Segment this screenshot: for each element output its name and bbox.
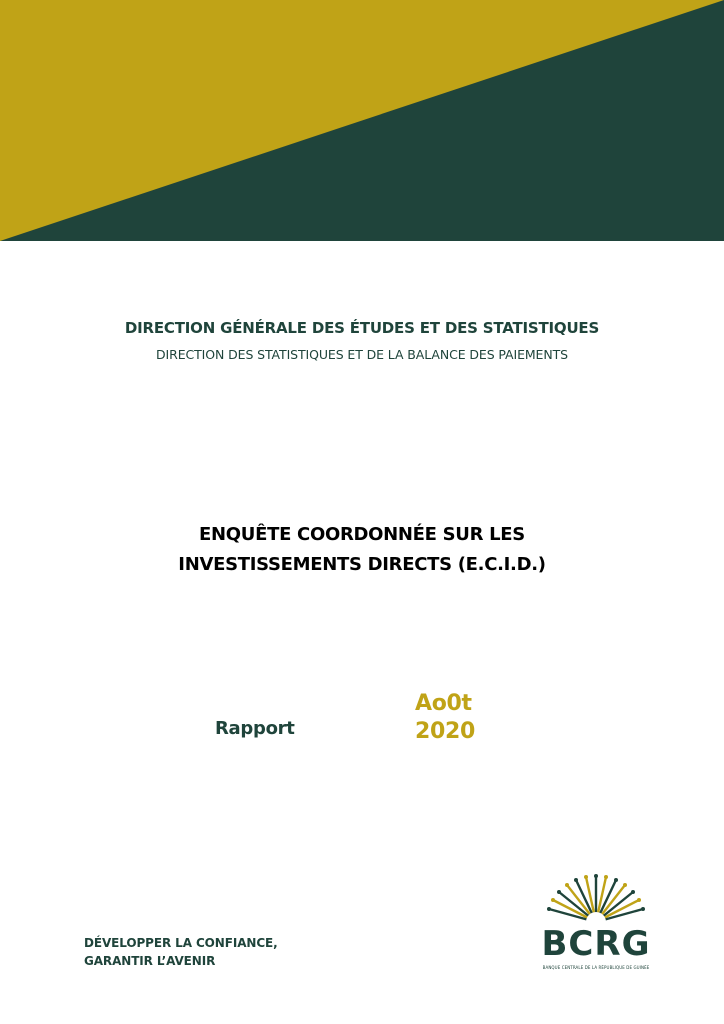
direction-block xyxy=(0,316,724,367)
slogan-line2: GARANTIR L’AVENIR xyxy=(84,954,216,968)
bcrg-full-name: BANQUE CENTRALE DE LA RÉPUBLIQUE DE GUINÉE xyxy=(542,965,650,970)
bcrg-emblem-icon xyxy=(546,872,646,924)
direction-generale-heading: DIRECTION GÉNÉRALE DES ÉTUDES ET DES STATISTIQUES xyxy=(124,319,600,337)
report-year: 2020 xyxy=(415,719,476,744)
bcrg-logo xyxy=(532,872,660,972)
survey-title-line1: ENQUÊTE COORDONNÉE SUR LES xyxy=(199,524,525,545)
slogan-line1: DÉVELOPPER LA CONFIANCE, xyxy=(84,936,278,950)
cover-header-band xyxy=(0,0,724,241)
report-label: Rapport xyxy=(215,718,295,739)
survey-title-line2: INVESTISSEMENTS DIRECTS (E.C.I.D.) xyxy=(178,554,546,575)
slogan xyxy=(84,934,278,970)
direction-sub-heading: DIRECTION DES STATISTIQUES ET DE LA BALANCE DES PAIEMENTS xyxy=(156,347,568,362)
bcrg-acronym: BCRG xyxy=(541,924,651,964)
report-date xyxy=(415,690,475,746)
report-month: Ao0t xyxy=(415,691,472,716)
survey-title xyxy=(0,520,724,580)
